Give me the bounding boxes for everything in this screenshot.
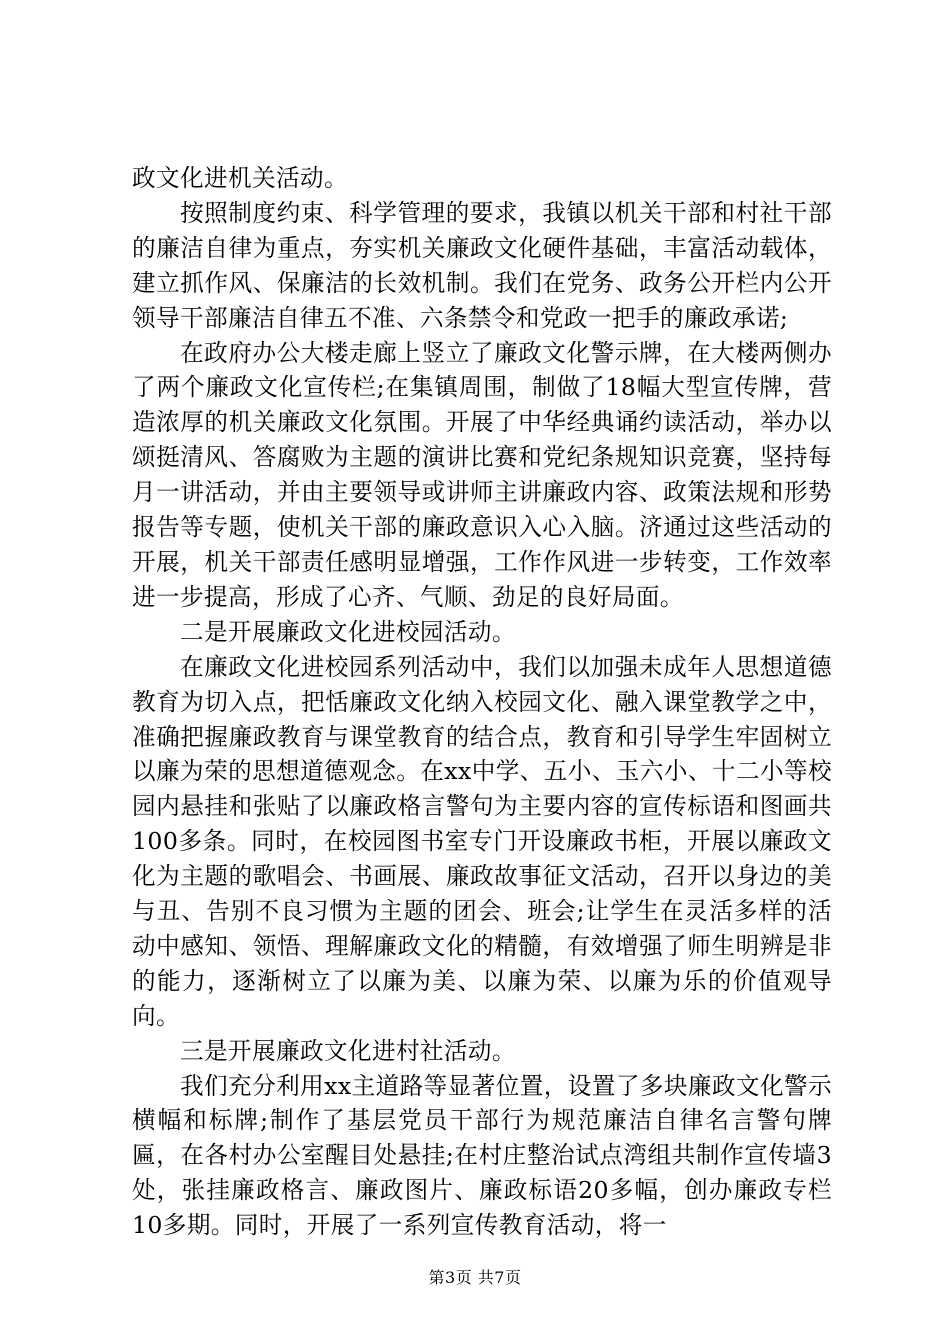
- paragraph-government-building-activities: 在政府办公大楼走廊上竖立了廉政文化警示牌，在大楼两侧办了两个廉政文化宣传栏;在集镇周围，制做了18幅大型宣传牌，营造浓厚的机关廉政文化氛围。开展了中华经典诵约读活动，举办以颂挺清风、答腐败为主题的演讲比赛和党纪条规知识竞赛，坚持每月一讲活动，并由主要领导或讲师主讲廉政内容、政策法规和形势报告等专题，使机关干部的廉政意识入心入脑。济通过这些活动的开展，机关干部责任感明显增强，工作作风进一步转变，工作效率进一步提高，形成了心齐、气顺、劲足的良好局面。: [132, 338, 832, 611]
- page-footer: [0, 1268, 950, 1288]
- section-heading-village: 三是开展廉政文化进村社活动。: [180, 1036, 516, 1065]
- paragraph-institutional-management: 按照制度约束、科学管理的要求，我镇以机关干部和村社干部的廉洁自律为重点，夯实机关廉政文化硬件基础，丰富活动载体，建立抓作风、保廉洁的长效机制。我们在党务、政务公开栏内公开领导干部廉洁自律五不准、六条禁令和党政一把手的廉政承诺;: [132, 198, 832, 332]
- paragraph-village-activities: 我们充分利用xx主道路等显著位置，设置了多块廉政文化警示横幅和标牌;制作了基层党员干部行为规范廉洁自律名言警句牌匾，在各村办公室醒目处悬挂;在村庄整治试点湾组共制作宣传墙3处，张挂廉政格言、廉政图片、廉政标语20多幅，创办廉政专栏10多期。同时，开展了一系列宣传教育活动，将一: [132, 1071, 832, 1240]
- paragraph-school-activities: 在廉政文化进校园系列活动中，我们以加强未成年人思想道德教育为切入点，把恬廉政文化纳入校园文化、融入课堂教学之中，准确把握廉政教育与课堂教育的结合点，教育和引导学生牢固树立以廉为荣的思想道德观念。在xx中学、五小、玉六小、十二小等校园内悬挂和张贴了以廉政格言警句为主要内容的宣传标语和图画共100多条。同时，在校园图书室专门开设廉政书柜，开展以廉政文化为主题的歌唱会、书画展、廉政故事征文活动，召开以身边的美与丑、告别不良习惯为主题的团会、班会;让学生在灵活多样的活动中感知、领悟、理解廉政文化的精髓，有效增强了师生明辨是非的能力，逐渐树立了以廉为美、以廉为荣、以廉为乐的价值观导向。: [132, 652, 832, 1030]
- paragraph-continuation: 政文化进机关活动。: [132, 164, 348, 192]
- section-heading-school: 二是开展廉政文化进校园活动。: [180, 617, 516, 646]
- page-number-label: 第3页 共7页: [428, 1268, 522, 1287]
- document-body: [132, 161, 832, 1243]
